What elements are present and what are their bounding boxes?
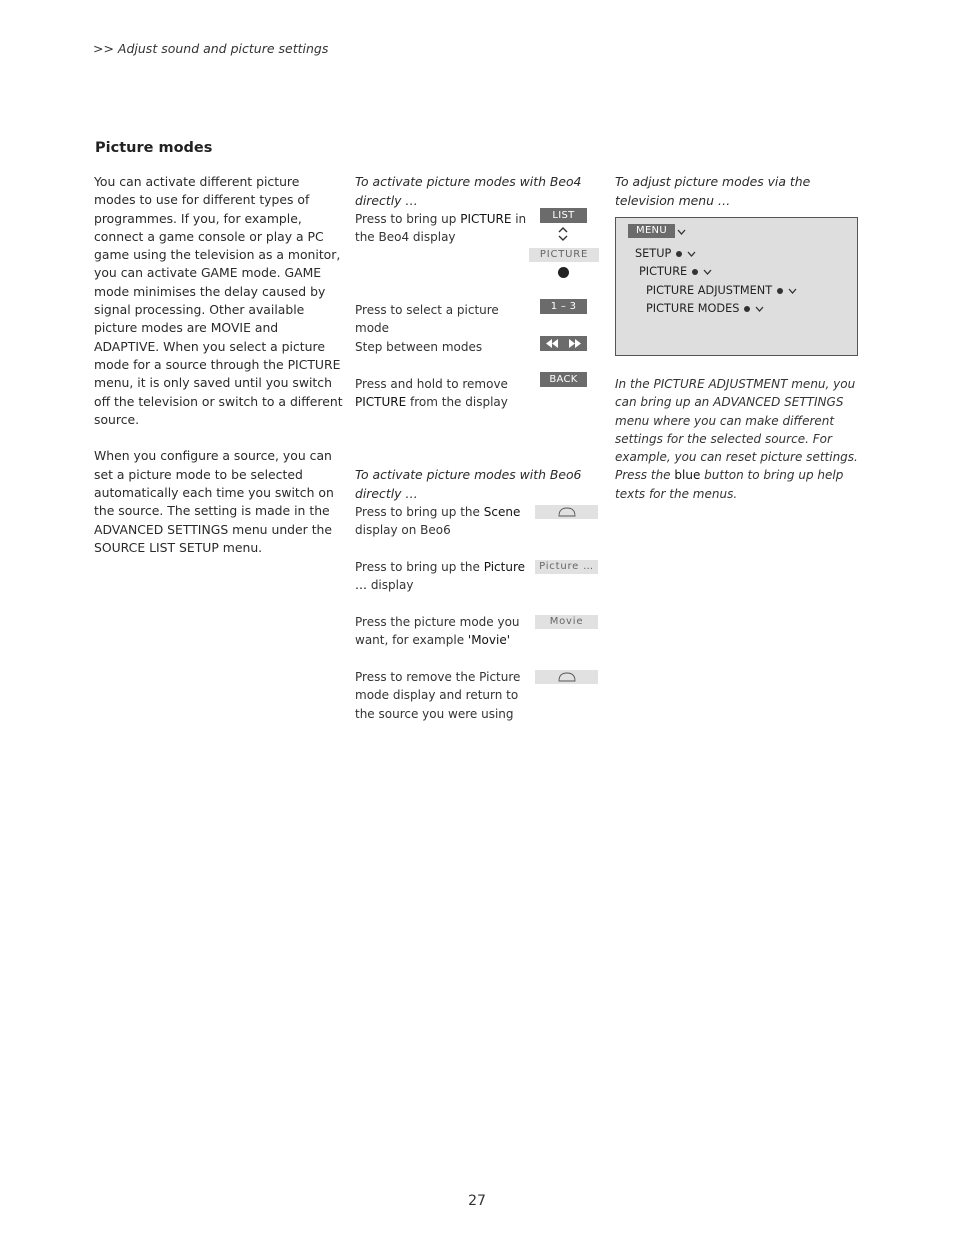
menu-label-picture: PICTURE [639,265,688,278]
menu-entry-menu [628,224,686,238]
section-title: Picture modes [95,140,213,156]
menu-label-picture-adjustment: PICTURE ADJUSTMENT [646,284,773,297]
tv-menu-heading: To adjust picture modes via the television menu … [615,174,811,208]
menu-entry-picture-adjustment [646,284,797,297]
beo4-step-2: Press to select a picture mode [355,303,499,336]
menu-key[interactable]: MENU [628,224,675,238]
beo6-step-1: Press to bring up the Scene display on Beo6 [355,505,521,538]
select-dot-icon [692,269,698,275]
menu-entry-picture [639,265,712,278]
select-dot-icon [744,306,750,312]
beo6-step-2: Press to bring up the Picture … display [355,560,526,593]
beo4-step-1: Press to bring up PICTURE in the Beo4 display [355,212,527,245]
beo4-step-3: Step between modes [355,340,483,354]
fast-forward-icon[interactable] [568,338,582,349]
picture-button[interactable]: Picture … [535,560,598,574]
tv-menu-diagram [615,217,858,356]
menu-label-setup: SETUP [635,247,672,260]
beo6-step-3: Press the picture mode you want, for example 'Movie' [355,615,520,648]
beo6-heading: To activate picture modes with Beo6 directly … [355,467,582,501]
beo4-step-4: Press and hold to remove PICTURE from the display [355,377,508,410]
menu-entry-setup [635,247,696,260]
center-button-icon[interactable] [557,266,570,279]
page-number: 27 [468,1193,486,1209]
beo4-heading: To activate picture modes with Beo4 directly … [355,174,582,208]
scene-arc-icon [558,507,576,517]
chevron-down-icon [788,286,797,295]
step-keys[interactable] [540,336,587,351]
chevron-down-icon [677,227,686,236]
up-down-arrow-icon[interactable] [557,226,569,242]
breadcrumb: >> Adjust sound and picture settings [93,41,329,56]
rewind-icon[interactable] [545,338,559,349]
chevron-down-icon [703,267,712,276]
list-key[interactable]: LIST [540,208,587,223]
intro-text [94,173,344,576]
beo6-step-4: Press to remove the Picture mode display and return to the source you were using [355,670,521,721]
menu-label-picture-modes: PICTURE MODES [646,302,740,315]
intro-paragraph-2: When you configure a source, you can set a picture mode to be selected automatically each time you switch on the source. The setting is made in the ADVANCED SETTINGS menu under the SOURCE LIST SETUP menu. [94,448,334,555]
scene-arc-icon [558,672,576,682]
select-dot-icon [676,251,682,257]
chevron-down-icon [755,304,764,313]
select-dot-icon [777,288,783,294]
number-keys[interactable]: 1 – 3 [540,299,587,314]
tv-menu-note: In the PICTURE ADJUSTMENT menu, you can bring up an ADVANCED SETTINGS menu where you can make different settings for the selected source. For example, you can reset picture settings. Press the blue button to bring up help texts for the menus. [615,377,858,501]
movie-button[interactable]: Movie [535,615,598,629]
scene-button-return[interactable] [535,670,598,684]
back-key[interactable]: BACK [540,372,587,387]
scene-button[interactable] [535,505,598,519]
intro-paragraph-1: You can activate different picture modes to use for different types of programmes. If you, for example, connect a game console or play a PC game using the television as a monitor, you can activate GAME mode. GAME mode minimises the delay caused by signal processing. Other available picture modes are MOVIE and ADAPTIVE. When you select a picture mode for a source through the PICTURE menu, it is only saved until you switch off the television or switch to a different source. [94,174,343,427]
chevron-down-icon [687,249,696,258]
menu-entry-picture-modes [646,302,764,315]
picture-display: PICTURE [529,248,599,262]
